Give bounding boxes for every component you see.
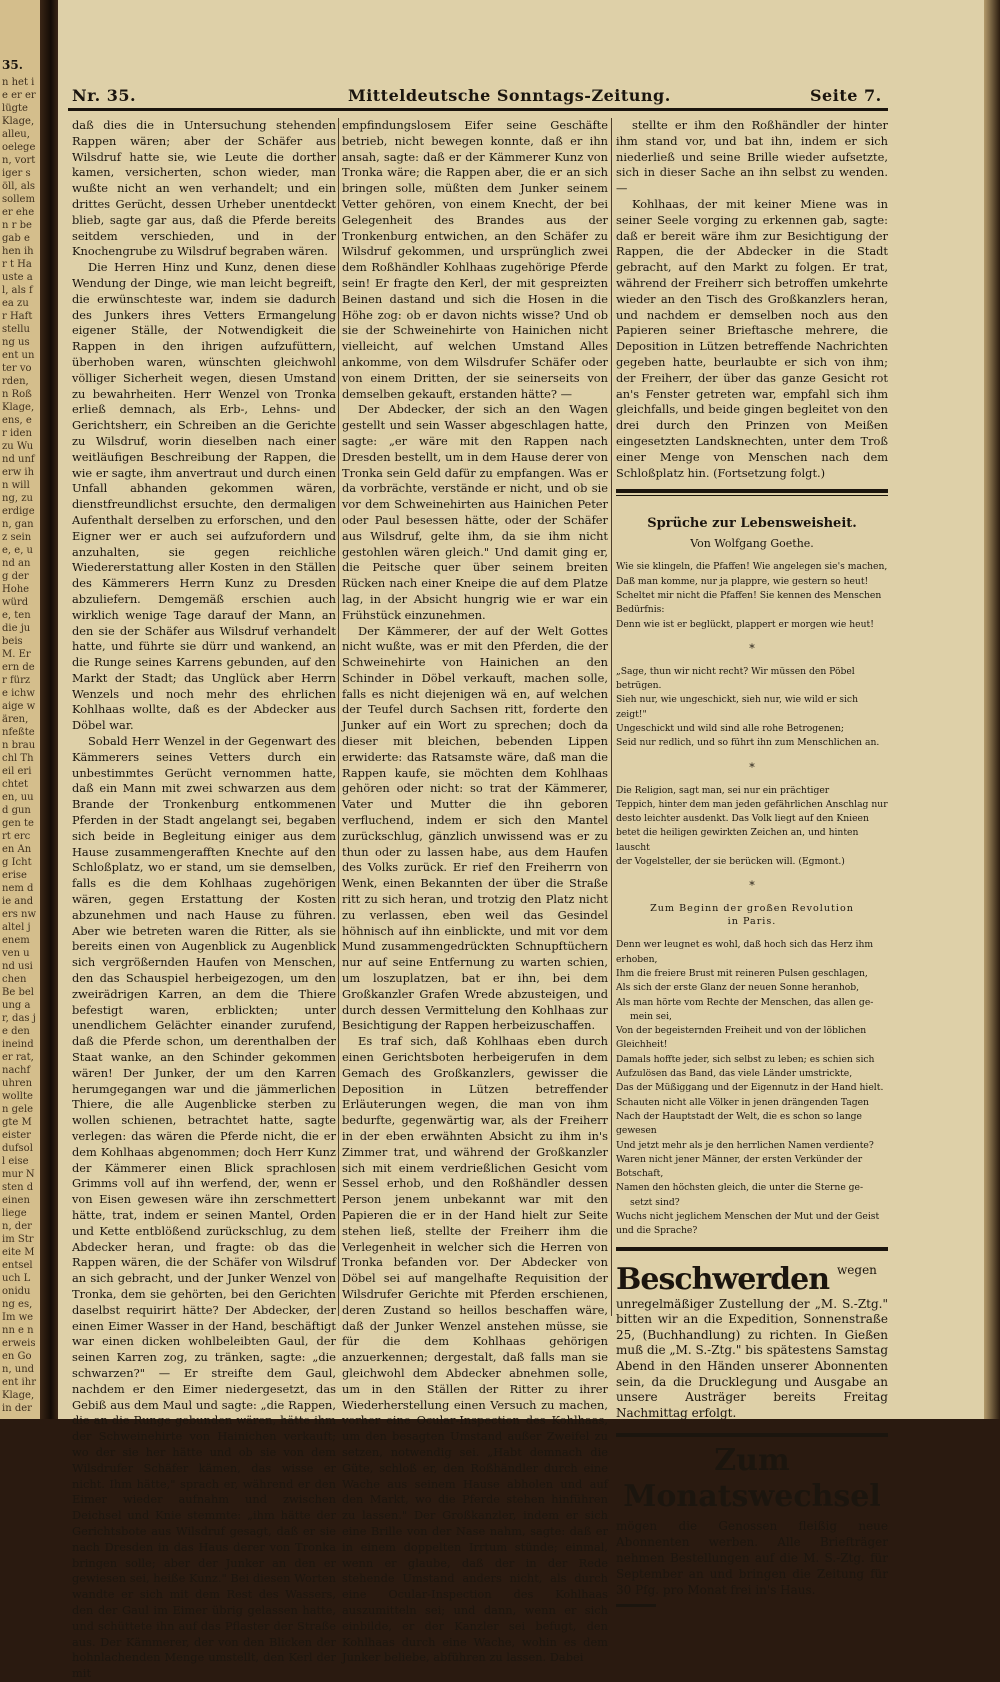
adjacent-page-spine	[0, 0, 40, 1419]
verse-line: Nach der Hauptstadt der Welt, die es schon so lange	[616, 1110, 862, 1122]
paragraph: Es traf sich, daß Kohlhaas eben durch einen Gerichtsboten herbeigerufen in dem Gemach des Großkanzlers, gewisser die Deposition in Lützen betreffender Erläuterungen wegen, die man von ihm bedurfte, gegenwärtig war, als der Freiherr in der eben erwähnten Absicht zu ihm in's Zimmer trat, und während der Großkanzler sich mit einem verdrießlichen Gesicht vom Sessel erhob, und den Roßhändler dessen Person jenem unbekannt war mit den Papieren die er in der Hand hielt zur Seite stehen ließ, stellte der Freiherr ihm die Verlegenheit in welcher sich die Herren von Tronka befanden vor. Der Abdecker von Döbel sei auf mangelhafte Requisition der Wilsdrufer Gerichte mit Pferden erschienen, deren Zustand so heillos beschaffen wäre, daß der Junker Wenzel anstehen müsse, sie für die dem Kohlhaas gehörigen anzuerkennen; dergestalt, daß falls man sie gleichwohl dem Abdecker abnehmen solle, um in den Ställen der Ritter zu ihrer Wiederherstellung einen Versuch zu machen, vorher eine Ocular-Inspection des Kohlhaas, um den besagten Umstand außer Zweifel zu setzen, notwendig sei. „Habt demnach die Güte, schloß er, den Roßhändler durch eine Wache aus seinem Hause abholen und auf den Markt, wo die Pferde stehen hinführen zu lassen." Der Großkanzler, indem er sich eine Brille von der Nase nahm, sagte: daß er in einem doppelten Irrtum stünde; einmal, wenn er glaube, daß der in der Rede stehende Umstand anders nicht, als durch eine Ocular-Inspection des Kohlhaas auszumitteln sei; und dann, wenn er sich einbilde, er der Kanzler sei befugt, den Kohlhaas durch eine Wache, wohin es dem Junker beliebe, abführen zu lassen. Dabei	[342, 1034, 608, 1665]
paragraph: stellte er ihm den Roßhändler der hinter ihm stand vor, und bat ihn, indem er sich niederließ und seine Brille wieder aufsetzte, sich in dieser Sache an ihn selbst zu wenden. —	[616, 118, 888, 196]
complaints-notice	[616, 1263, 888, 1422]
verse-line: Schauten nicht alle Völker in jenen drängenden Tagen	[616, 1096, 869, 1108]
issue-number: Nr. 35.	[72, 86, 137, 105]
subscription-text: mögen die Genossen fleißig neue Abonnenten werben. Alle Briefträger nehmen Bestellungen auf die M. S.-Ztg. für September an und bringen die Zeitung für 30 Pfg. pro Monat frei in's Haus.	[616, 1519, 888, 1597]
separator-star: *	[749, 760, 755, 774]
poem-block-3	[616, 784, 888, 870]
end-rule	[616, 1604, 656, 1607]
verse-line: Sieh nur, wie ungeschickt, sieh nur, wie wild er sich zeigt!"	[616, 694, 858, 720]
verse-line: Und jetzt mehr als je den herrlichen Namen verdiente?	[616, 1139, 874, 1151]
newspaper-title: Mitteldeutsche Sonntags-Zeitung.	[348, 86, 671, 105]
verse-line: Teppich, hinter dem man jeden gefährlichen Anschlag nur	[616, 798, 888, 810]
verse-line: Wie sie klingeln, die Pfaffen! Wie angelegen sie's machen,	[616, 561, 888, 573]
verse-line: Waren nicht jener Männer, der ersten Verkünder der	[616, 1153, 863, 1165]
page-number: Seite 7.	[810, 86, 882, 105]
newspaper-page	[58, 0, 1000, 1681]
verse-line: desto leichter ausdenkt. Das Volk liegt auf den Knieen	[616, 813, 869, 825]
paragraph: Der Abdecker, der sich an den Wagen gestellt und sein Wasser abgeschlagen hatte, sagte: „er wäre mit den Rappen nach Dresden bestellt, um in dem Hause derer von Tronka sein Geld dafür zu empfangen. Was er da vorbrächte, verstände er nicht, und ob sie vor dem Schweinehirten aus Hainichen Peter oder Paul besessen hätte, oder der Schäfer aus Wilsdruf, gelte ihm, da sie ihm nicht gestohlen wären gleich." Und damit ging er, die Peitsche quer über seinem breiten Rücken nach einer Kneipe die auf dem Platze lag, in der Absicht hungrig wie er war ein Frühstück einzunehmen.	[342, 402, 608, 622]
story-continuation	[616, 118, 888, 481]
section-rule	[616, 1247, 888, 1251]
subscription-notice	[616, 1433, 888, 1607]
sprueche-title: Sprüche zur Lebensweisheit.	[647, 516, 857, 532]
separator-star: *	[749, 879, 755, 893]
paragraph: Sobald Herr Wenzel in der Gegenwart des Kämmerers seines Vetters durch ein unbestimmtes Gerücht vernommen hatte, daß ein Mann mit zwei schwarzen aus dem Brande der Tronkenburg entkommenen Pferden in der Stadt angelangt sei, begaben sich beide in Begleitung einiger aus dem Hause zusammengerafften Knechte auf den Schloßplatz, wo er stand, um sie demselben, falls es die dem Kohlhaas zugehörigen wären, gegen Erstattung der Kosten abzunehmen und nach Hause zu führen. Aber wie betreten waren die Ritter, als sie bereits einen von Augenblick zu Augenblick sich vergrößernden Haufen von Menschen, den das Schauspiel herbeigezogen, um den zweirädrigen Karren, an dem die Thiere befestigt waren, erblickten; unter unendlichem Gelächter einander zurufend, daß die Pferde schon, um derenthalben der Staat wanke, an den Schinder gekommen wären! Der Junker, der um den Karren herumgegangen war und die jämmerlichen Thiere, die alle Augenblicke sterben zu wollen schienen, betrachtet hatte, sagte verlegen: das wären die Pferde nicht, die er dem Kohlhaas abgenommen; doch Herr Kunz der Kämmerer einen Blick sprachlosen Grimms voll auf ihn werfend, der, wenn er von Eisen gewesen wäre ihn zerschmettert hätte, trat, indem er seinen Mantel, Orden und Kette entblößend zurückschlug, zu dem Abdecker heran, und fragte: ob das die Rappen wären, die der Schäfer von Wilsdruf an sich gebracht, und der Junker Wenzel von Tronka, dem sie gehörten, bei den Gerichten daselbst requirirt hätte? Der Abdecker, der einen Eimer Wasser in der Hand, beschäftigt war einen dicken wohlbeleibten Gaul, der seinen Karren zog, zu tränken, sagte: „die schwarzen?" — Er streifte dem Gaul, nachdem er den Eimer niedergesetzt, das Gebiß aus dem Maul und sagte: „die Rappen, die an die Runge gebunden wären, hätte ihm der Schweinehirte von Hainichen verkauft; wo der sie her hätte und ob sie von dem Wilsdrufer Schäfer kämen, das wisse er nicht. Ihm hätte," sprach er, während er den Eimer wieder aufnahm und zwischen Deichsel und Knie stemmte: „ihm hätte der Gerichtsbote aus Wilsdruf gesagt, daß er sie nach Dresden in das Haus derer von Tronka bringen solle; aber der Junker an den er gewiesen sei, heiße Kunz." Bei diesen Worten wandte er sich mit dem Rest des Wassers, den der Gaul im Eimer übrig gelassen hatte, und schüttete ihn auf das Pflaster der Straße aus. Der Kämmerer, der von den Blicken der hohnlachenden Menge umstellt, den Kerl der mit	[72, 734, 336, 1681]
verse-line: Scheltet mir nicht die Pfaffen! Sie kennen des Menschen	[616, 589, 882, 601]
verse-line: Zum Beginn der großen Revolution	[650, 903, 854, 915]
paragraph: Die Herren Hinz und Kunz, denen diese Wendung der Dinge, wie man leicht begreift, die erwünschteste war, indem sie dadurch des Junkers ihres Vetters Ermangelung eigener Ställe, der Notwendigkeit die Rappen in den ihrigen aufzufüttern, überhoben waren, wünschten gleichwohl völliger Sicherheit wegen, diesen Umstand zu bewahrheiten. Herr Wenzel von Tronka erließ demnach, als Erb-, Lehns- und Gerichtsherr, ein Schreiben an die Gerichte zu Wilsdruf, worin dieselben nach einer weitläufigen Beschreibung der Rappen, die wie er sagte, ihm anvertraut und durch einen Unfall abhanden gekommen wären, dienstfreundlichst ersuchte, den dermaligen Aufenthalt derselben zu erforschen, und den Eigner wer er auch sei aufzufordern und anzuhalten, sie gegen reichliche Wiedererstattung aller Kosten in den Ställen des Kämmerers Herrn Kunz zu Dresden abzuliefern. Demgemäß erschien auch wirklich wenige Tage darauf der Mann, an den sie der Schäfer aus Wilsdruf verhandelt hatte, und führte sie dürr und wankend, an die Runge seines Karrens gebunden, auf den Markt der Stadt; das Unglück aber Herrn Wenzels und noch mehr des ehrlichen Kohlhaas wollte, daß es der Abdecker aus Döbel war.	[72, 260, 336, 733]
book-gutter	[40, 0, 58, 1419]
verse-line: Von der begeisternden Freiheit und von der löblichen	[616, 1025, 867, 1037]
verse-line: und die Sprache?	[616, 1225, 698, 1237]
verse-line: „Sage, thun wir nicht recht? Wir müssen den Pöbel	[616, 665, 855, 677]
column-1	[72, 118, 336, 1681]
verse-line: erhoben,	[616, 953, 658, 965]
header-rule	[68, 108, 888, 111]
subscription-heading: Zum Monatswechsel	[623, 1443, 881, 1515]
verse-line: Wuchs nicht jeglichem Menschen der Mut und der Geist	[616, 1211, 880, 1223]
verse-line: Botschaft,	[616, 1168, 664, 1180]
complaints-text: wegen unregelmäßiger Zustellung der „M. S.-Ztg." bitten wir an die Expedition, Sonnenstraße 25, (Buchhandlung) zu richten. In Gießen muß die „M. S.-Ztg." bis spätestens Samstag Abend in den Händen unserer Abonnenten sein, da die Drucklegung und Ausgabe an unsere Austräger bereits Freitag Nachmittag erfolgt.	[616, 1262, 888, 1420]
paragraph: empfindungslosem Eifer seine Geschäfte betrieb, nicht bewegen konnte, daß er ihn ansah, sagte: daß er der Kämmerer Kunz von Tronka wäre; die Rappen aber, die er an sich bringen solle, müßten dem Junker seinem Vetter gehören, von einem Knecht, der bei Gelegenheit des Brandes aus der Tronkenburg entwichen, an den Schäfer zu Wilsdruf gekommen, und ursprünglich zwei dem Roßhändler Kohlhaas zugehörige Pferde sein! Er fragte den Kerl, der mit gespreizten Beinen dastand und sich die Hosen in die Höhe zog: ob er davon nichts wisse? Und ob sie der Schweinehirte von Hainichen nicht vielleicht, auf welchen Umstand Alles ankomme, von dem Wilsdrufer Schäfer oder von einem Dritten, der sie seinerseits von demselben gekauft, erstanden hätte? —	[342, 118, 608, 401]
verse-line: in Paris.	[727, 916, 777, 928]
adjacent-page-fragments: n het ie er erlügte Klage, alleu, oelegen, vortiger söll, als sollemer ehen r begab ehen ihr t Hauste al, als fea zu r Haft stellung us ent unter vorden, n Roß Klage, ens, er iden zu Wund unferw ihn will ng, zu erdigen, ganz seine, e, und ang der Hohe würde, ten die ju beis M. Er ern der fürze ichwaige wären, nfeßten brauchl Theil erichtet en, uud gungen tert erc en Ang Ichterise nem die anders nwaltel jenem ven und usichen Be belung ar, das je den ineinder rat, nachfuhren wollten gelegte Meister dufsoll eise mur Nsten deinen liegen, der im Streite Mentseluch Lonidung es, Im wenn e nerweisen Gon, und ent ihr Klage, in der	[2, 77, 37, 1414]
verse-line: Ungeschickt und wild sind alle rohe Betrogenen;	[616, 723, 844, 734]
verse-line: Als man hörte vom Rechte der Menschen, das allen ge-	[616, 996, 874, 1008]
verse-line: betrügen.	[616, 680, 662, 692]
poem-block-2	[616, 665, 888, 751]
separator-star: *	[749, 641, 755, 655]
verse-line: Die Religion, sagt man, sei nur ein prächtiger	[616, 784, 830, 796]
poem-block-1	[616, 560, 888, 631]
verse-line: Damals hoffte jeder, sich selbst zu leben; es schien sich	[616, 1053, 875, 1065]
paragraph: Der Kämmerer, der auf der Welt Gottes nicht wußte, was er mit den Pferden, die der Schweinehirte von Hainichen an den Schinder in Döbel verkauft, machen solle, falls es nicht diejenigen wä en, auf welchen der Teufel durch Sachsen ritt, forderte den Junker auf ein Wort zu sprechen; doch da dieser mit bleichen, bebenden Lippen erwiderte: das Ratsamste wäre, daß man die Rappen kaufe, sie möchten dem Kohlhaas gehören oder nicht: so trat der Kämmerer, Vater und Mutter die ihn geboren verfluchend, indem er sich den Mantel zurückschlug, gänzlich unwissend was er zu thun oder zu lassen habe, aus dem Haufen des Volks zurück. Er rief den Freiherrn von Wenk, einen Bekannten der über die Straße ritt zu sich heran, und trotzig den Platz nicht zu verlassen, eben weil das Gesindel höhnisch auf ihn einblickte, und mit vor dem Mund zusammengedrückten Schnupftüchern nur auf seine Entfernung zu warten schien, um loszuplatzen, bat er ihn, bei dem Großkanzler Grafen Wrede abzusteigen, und durch dessen Vermittelung den Kohlhaas zur Besichtigung der Rappen herbeizuschaffen.	[342, 623, 608, 1033]
complaints-heading: Beschwerden	[616, 1261, 830, 1297]
verse-line: Aufzulösen das Band, das viele Länder umstrickte,	[616, 1068, 853, 1080]
verse-line: der Vogelsteller, der sie berücken will. (Egmont.)	[616, 856, 845, 868]
paragraph: Kohlhaas, der mit keiner Miene was in seiner Seele vorging zu erkennen gab, sagte: daß er bereit wäre ihm zur Besichtigung der Rappen, die der Abdecker in die Stadt gebracht, auf den Markt zu folgen. Er trat, während der Freiherr sich betroffen umkehrte wieder an den Tisch des Großkanzlers heran, und nachdem er demselben noch aus den Papieren seiner Brieftasche mehrere, die Deposition in Lützen betreffende Nachrichten gegeben hatte, beurlaubte er sich von ihm; der Freiherr, der über das ganze Gesicht rot an's Fenster getreten war, empfahl sich ihm gleichfalls, und beide gingen begleitet von den drei durch den Prinzen von Meißen eingesetzten Landsknechten, unter dem Troß einer Menge von Menschen nach dem Schloßplatz hin. (Fortsetzung folgt.)	[616, 196, 888, 480]
verse-line: Das der Müßiggang und der Eigennutz in der Hand hielt.	[616, 1082, 884, 1094]
section-rule	[616, 495, 888, 496]
page-edge	[984, 0, 1000, 1419]
section-rule	[616, 489, 888, 493]
verse-line: Denn wie ist er beglückt, plappert er morgen wie heut!	[616, 618, 874, 630]
poem-block-4	[616, 938, 888, 1238]
column-rule	[611, 118, 612, 1316]
verse-line: Seid nur redlich, und so führt ihn zum Menschlichen an.	[616, 737, 880, 749]
verse-line: gewesen	[616, 1125, 657, 1137]
verse-line: Namen den höchsten gleich, die unter die Sterne ge-	[616, 1182, 864, 1194]
verse-line: Als sich der erste Glanz der neuen Sonne heranhob,	[616, 982, 860, 994]
paragraph: daß dies die in Untersuchung stehenden Rappen wären; aber der Schäfer aus Wilsdruf hatte sie, wie Leute die dorther kamen, versicherten, schon wieder, man wußte nicht an wen verhandelt; und ein drittes Gerücht, dessen Urheber unentdeckt blieb, sagte gar aus, daß die Pferde bereits seitdem verschieden, und in der Knochengrube zu Wilsdruf begraben wären.	[72, 118, 336, 259]
poem-heading	[616, 902, 888, 928]
column-3	[616, 118, 888, 1607]
verse-line: Daß man komme, nur ja plappre, wie gestern so heut!	[616, 575, 869, 587]
column-rule	[338, 118, 339, 1316]
verse-line: Bedürfnis:	[616, 604, 665, 616]
adjacent-page-number: 35.	[2, 58, 23, 72]
verse-line: setzt sind?	[630, 1196, 680, 1208]
verse-line: Denn wer leugnet es wohl, daß hoch sich das Herz ihm	[616, 939, 874, 951]
verse-line: mein sei,	[630, 1010, 672, 1022]
column-2	[342, 118, 608, 1665]
sprueche-author: Von Wolfgang Goethe.	[690, 537, 814, 551]
verse-line: Ihm die freiere Brust mit reineren Pulsen geschlagen,	[616, 967, 868, 979]
verse-line: Gleichheit!	[616, 1039, 668, 1051]
verse-line: betet die heiligen gewirkten Zeichen an, und hinten lauscht	[616, 827, 859, 853]
